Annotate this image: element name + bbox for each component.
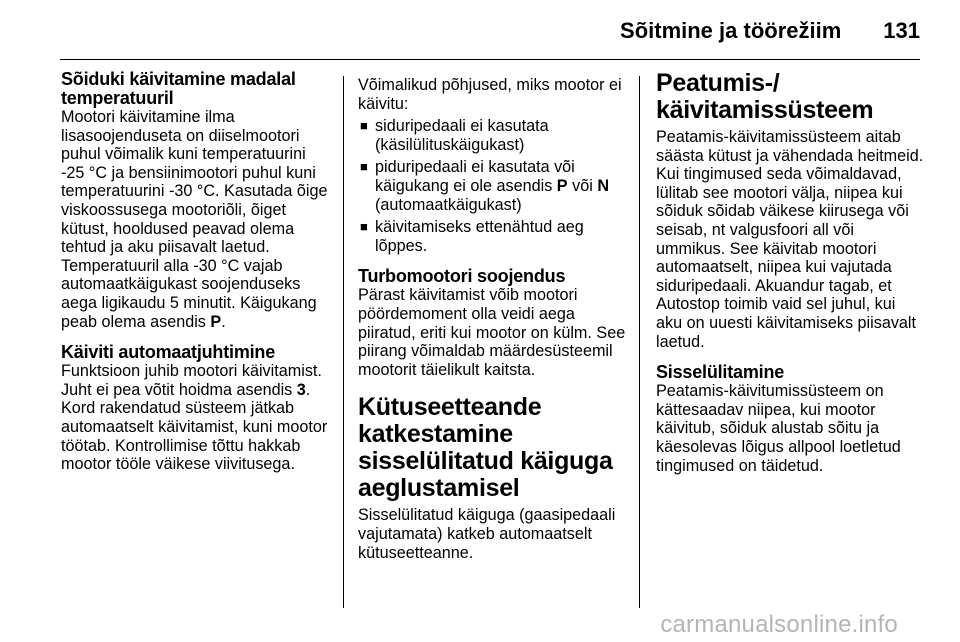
header-rule: [60, 59, 920, 60]
causes-intro: Võimalikud põhjused, miks mootor ei käivitu:: [358, 76, 622, 113]
column-2: [358, 76, 630, 562]
page-number: 131: [883, 18, 920, 43]
list-item: ■ piduripedaali ei kasutata või käigukang ei ole asendis P või N (automaatkäigukast): [360, 158, 610, 214]
list-item: ■ käivitamiseks ettenähtud aeg lõppes.: [360, 218, 584, 255]
section-title: Sõitmine ja töörežiim: [620, 18, 842, 43]
page-header: [620, 18, 920, 44]
heading-switching-on: Sisselülitamine: [656, 362, 785, 383]
column-divider-1: [343, 76, 344, 608]
heading-turbo-warmup: Turbomootori soojendus: [358, 266, 566, 287]
turbo-warmup-paragraph: Pärast käivitamist võib mootori pöördemoment olla veidi aega piiratud, eriti kui mootor on külm. See piirang võimaldab määrdesüsteemil mootorit täielikult kaitsta.: [358, 286, 626, 379]
column-1: [61, 70, 331, 474]
fuel-cutoff-paragraph: Sisselülitatud käiguga (gaasipedaali vajutamata) katkeb automaatselt kütuseetteanne.: [358, 506, 616, 562]
cold-start-paragraph: Mootori käivitamine ilma lisasoojenduseta on diiselmootori puhul võimalik kuni temperatuurini -25 °C ja bensiinimootori puhul kuni temperatuurini -30 °C. Kasutada õige viskoossusega mootoriõli, õiget kütust, hooldused peavad olema tehtud ja aku piisavalt laetud. Temperatuuril alla -30 °C vajab automaatkäigukast soojenduseks aega ligikaudu 5 minutit. Käigukang peab olema asendis P.: [61, 108, 328, 331]
column-3: [656, 70, 924, 475]
heading-fuel-cutoff: Kütuseetteande katkestamine sisselülitatud käiguga aeglustamisel: [358, 393, 613, 503]
heading-starter-control: Käiviti automaatjuhtimine: [61, 342, 276, 363]
heading-cold-start: Sõiduki käivitamine madalal temperatuuril: [61, 69, 296, 108]
heading-stop-start: Peatumis-/ käivitamissüsteem: [656, 69, 874, 124]
switching-on-paragraph: Peatamis-käivitumissüsteem on kättesaadav niipea, kui mootor käivitub, sõiduk alustab sõitu ja käesolevas lõigus allpool loetletud tingimused on täidetud.: [656, 382, 901, 475]
column-divider-2: [639, 76, 640, 608]
watermark: carmanualsonline.info: [660, 611, 898, 638]
causes-list: [358, 117, 630, 255]
list-item: ■ siduripedaali ei kasutata (käsilülituskäigukast): [360, 117, 549, 154]
stop-start-paragraph: Peatamis-käivitamissüsteem aitab säästa kütust ja vähendada heitmeid. Kui tingimused seda võimaldavad, lülitab see mootori välja, niipea kui sõiduk sõidab väikese kiirusega või seisab, nt valgusfoori all või ummikus. See käivitab mootori automaatselt, niipea kui vajutada siduripedaali. Akuandur tagab, et Autostop toimib vaid sel juhul, kui aku on uuesti käivitamiseks piisavalt laetud.: [656, 128, 924, 351]
starter-control-paragraph: Funktsioon juhib mootori käivitamist. Juht ei pea võtit hoidma asendis 3. Kord rakendatud süsteem jätkab automaatselt käivitamist, kuni mootor töötab. Kontrollimise tõttu hakkab mootor tööle väikese viivitusega.: [61, 362, 328, 474]
